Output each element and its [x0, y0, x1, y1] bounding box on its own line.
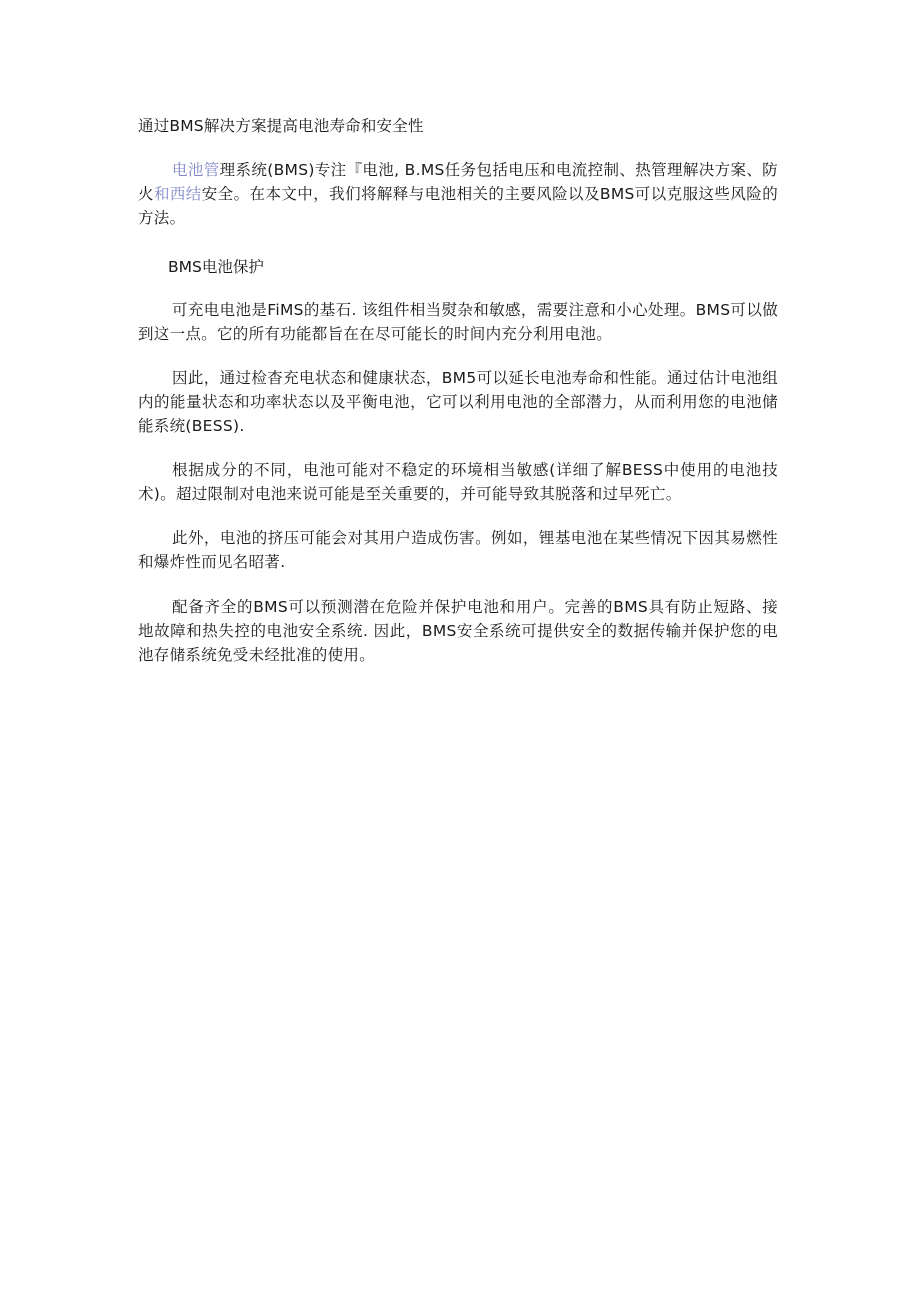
- intro-text-part-1: 理系统(BMS)专注『电池, B.MS任务包括电压和电流控制、热管理解决方案、防火: [138, 161, 778, 203]
- fire-protection-link[interactable]: 和西结: [153, 185, 202, 203]
- section-heading: BMS电池保护: [168, 258, 264, 276]
- paragraph-safety-system: 配备齐全的BMS可以预测潜在危险并保护电池和用户。完善的BMS具有防止短路、接地故障和热失控的电池安全系统. 因此，BMS安全系统可提供安全的数据传输并保护您的电池存储系统免受未经批准的使用。: [138, 598, 778, 664]
- paragraph-environment-sensitivity: 根据成分的不同，电池可能对不稳定的环境相当敏感(详细了解BESS中使用的电池技术)。超过限制对电池来说可能是至关重要的，并可能导致其脱落和过早死亡。: [138, 461, 778, 503]
- intro-text-part-2: 安全。在本文中，我们将解释与电池相关的主要风险以及BMS可以克服这些风险的方法。: [138, 185, 779, 227]
- paragraph-foundation: 可充电电池是FiMS的基石. 该组件相当熨杂和敏感，需要注意和小心处理。BMS可以做到这一点。它的所有功能都旨在在尽可能长的时间内充分利用电池。: [138, 301, 778, 343]
- paragraph-state-monitoring: 因此，通过检杳充电状态和健康状态，BM5可以延长电池寿命和性能。通过估计电池组内的能量状态和功率状态以及平衡电池，它可以利用电池的全部潜力，从而利用您的电池储能系统(BESS).: [138, 369, 778, 435]
- intro-paragraph: [138, 158, 778, 230]
- battery-management-link[interactable]: 电池管: [172, 161, 220, 179]
- document-title: 通过BMS解决方案提高电池寿命和安全性: [138, 117, 424, 135]
- paragraph-user-risk: 此外，电池的挤压可能会对其用户造成伤害。例如，锂基电池在某些情况下因其易燃性和爆炸性而见名昭著.: [138, 529, 778, 571]
